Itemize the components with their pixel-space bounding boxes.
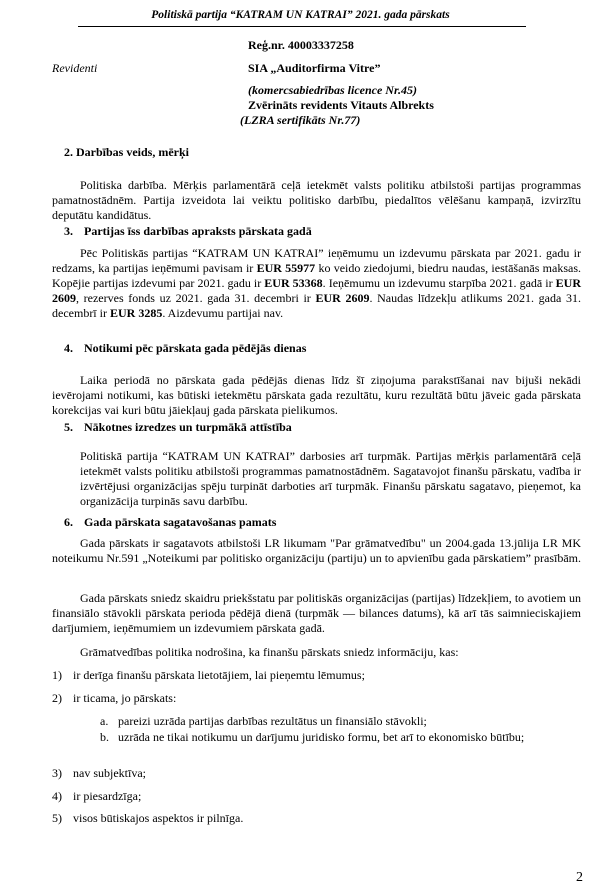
- section-6-paragraph-3: Grāmatvedības politika nodrošina, ka finanšu pārskats sniedz informāciju, kas:: [80, 645, 459, 659]
- auditor-name: Zvērināts revidents Vitauts Albrekts: [248, 98, 434, 112]
- header-divider: [78, 26, 526, 27]
- section-3-text: [52, 246, 581, 321]
- section-6-title: Gada pārskata sagatavošanas pamats: [84, 515, 277, 529]
- list-item-text: ir ticama, jo pārskats:: [73, 691, 177, 705]
- difference-value: EUR 2609: [52, 276, 581, 305]
- section-3-text-part: , rezerves fonds uz 2021. gada 31. decembri ir: [76, 291, 316, 305]
- section-4-number: 4.: [64, 341, 73, 355]
- section-4-heading: [64, 341, 306, 356]
- list-item-text: ir piesardzīga;: [73, 789, 142, 803]
- section-3-text-part: ko veido ziedojumi, biedru naudas, iestāšanās maksas. Kopējie partijas izdevumi par 2021. gadu ir: [52, 261, 581, 290]
- sub-list-item-text: uzrāda ne tikai notikumu un darījumu juridisko formu, bet arī to ekonomisko būtību;: [118, 730, 525, 744]
- sub-list-item-mark: a.: [100, 714, 109, 728]
- list-item-text: ir derīga finanšu pārskata lietotājiem, lai pieņemtu lēmumus;: [73, 668, 365, 682]
- section-4-title: Notikumi pēc pārskata gada pēdējās dienas: [84, 341, 307, 355]
- list-item: [52, 668, 365, 683]
- section-6-paragraph-2: Gada pārskats sniedz skaidru priekšstatu par politiskās organizācijas (partijas) līdzekļiem, to avotiem un finansiālo stāvokli pārskata perioda pēdējā dienā (turpmāk — bilances datums), kā arī tās saimnieciskajiem darījumiem, ieņēmumiem un izdevumiem pārskata gadā.: [52, 591, 581, 635]
- section-5-title: Nākotnes izredzes un turpmākā attīstība: [84, 420, 292, 434]
- expenses-total-value: EUR 53368: [264, 276, 323, 290]
- list-item-number: 4): [52, 789, 62, 803]
- list-item-text: nav subjektīva;: [73, 766, 146, 780]
- section-6-heading: [64, 515, 276, 530]
- reserve-fund-value: EUR 2609: [315, 291, 370, 305]
- section-5-number: 5.: [64, 420, 73, 434]
- sub-list-item: [100, 730, 581, 745]
- list-item-number: 5): [52, 811, 62, 825]
- income-total-value: EUR 55977: [256, 261, 316, 275]
- section-5-heading: [64, 420, 292, 435]
- cash-balance-value: EUR 3285: [109, 306, 163, 320]
- section-3-text-part: . Naudas līdzekļu atlikums 2021. gada 31. decembrī ir: [52, 291, 581, 320]
- list-item-number: 1): [52, 668, 62, 682]
- section-4-text: Laika periodā no pārskata gada pēdējās dienas līdz šī ziņojuma parakstīšanai nav bijuši nekādi ievērojami notikumi, kas būtiski ietekmētu pārskata gada rezultātu, kuru rezultātā būtu jāveic gada pārskata korekcijas vai kuri būtu jāiekļauj gada pārskata pielikumos.: [52, 373, 581, 417]
- section-3-text-part: . Aizdevumu partijai nav.: [162, 306, 284, 320]
- list-item: [52, 766, 146, 781]
- section-2-heading: 2. Darbības veids, mērķi: [64, 145, 190, 159]
- section-3-text-part: Pēc Politiskās partijas “KATRAM UN KATRAI” ieņēmumu un izdevumu pārskata par 2021. gadu ir redzams, ka partijas ieņēmumi pavisam ir: [52, 246, 581, 275]
- auditors-label: Revidenti: [52, 61, 98, 75]
- list-item-text: visos būtiskajos aspektos ir pilnīga.: [73, 811, 244, 825]
- sub-list-item-mark: b.: [100, 730, 109, 744]
- auditor-license: (komercsabiedrības licence Nr.45): [248, 83, 417, 97]
- section-6-paragraph-1: Gada pārskats ir sagatavots atbilstoši LR likumam "Par grāmatvedību" un 2004.gada 13.jūlija LR MK noteikumu Nr.591 „Noteikumi par politisko organizāciju (partiju) un to apvienību gada pārskatiem” prasībām.: [52, 536, 581, 565]
- auditor-certificate: (LZRA sertifikāts Nr.77): [240, 113, 361, 127]
- auditor-company: SIA „Auditorfirma Vitre”: [248, 61, 381, 75]
- section-6-number: 6.: [64, 515, 73, 529]
- page-number: 2: [576, 870, 583, 885]
- section-3-text-part: . Ieņēmumu un izdevumu starpība 2021. gadā ir: [322, 276, 556, 290]
- section-3-number: 3.: [64, 224, 73, 238]
- list-item: [52, 811, 243, 826]
- section-5-text: Politiskā partija “KATRAM UN KATRAI” darbosies arī turpmāk. Partijas mērķis parlamentārā ceļā ietekmēt valsts politiku atbilstoši programmas pamatnostādnēm. Sagatavojot finanšu pārskatu, vadība ir izvērtējusi organizācijas spēju turpināt darboties arī turpmāk. Finanšu pārskatu sagatavo, pieņemot, ka organizācija turpinās savu darbību.: [80, 449, 581, 508]
- list-item: [52, 789, 141, 804]
- section-3-title: Partijas īss darbības apraksts pārskata gadā: [84, 224, 312, 238]
- list-item-number: 3): [52, 766, 62, 780]
- section-2-text: Politiska darbība. Mērķis parlamentārā ceļā ietekmēt valsts politiku atbilstoši partijas programmas pamatnostādnēm. Partija izveidota lai veiktu politisko darbību, piedalītos vēlēšanu kampaņā, izvirzītu deputātu kandidātus.: [52, 178, 581, 222]
- list-item-number: 2): [52, 691, 62, 705]
- registration-number: Reģ.nr. 40003337258: [248, 38, 354, 52]
- section-3-heading: [64, 224, 312, 239]
- sub-list-item-text: pareizi uzrāda partijas darbības rezultātus un finansiālo stāvokli;: [118, 714, 427, 728]
- sub-list-item: [100, 714, 581, 729]
- page-header-title: Politiskā partija “KATRAM UN KATRAI” 2021. gada pārskats: [151, 9, 450, 21]
- list-item: [52, 691, 176, 706]
